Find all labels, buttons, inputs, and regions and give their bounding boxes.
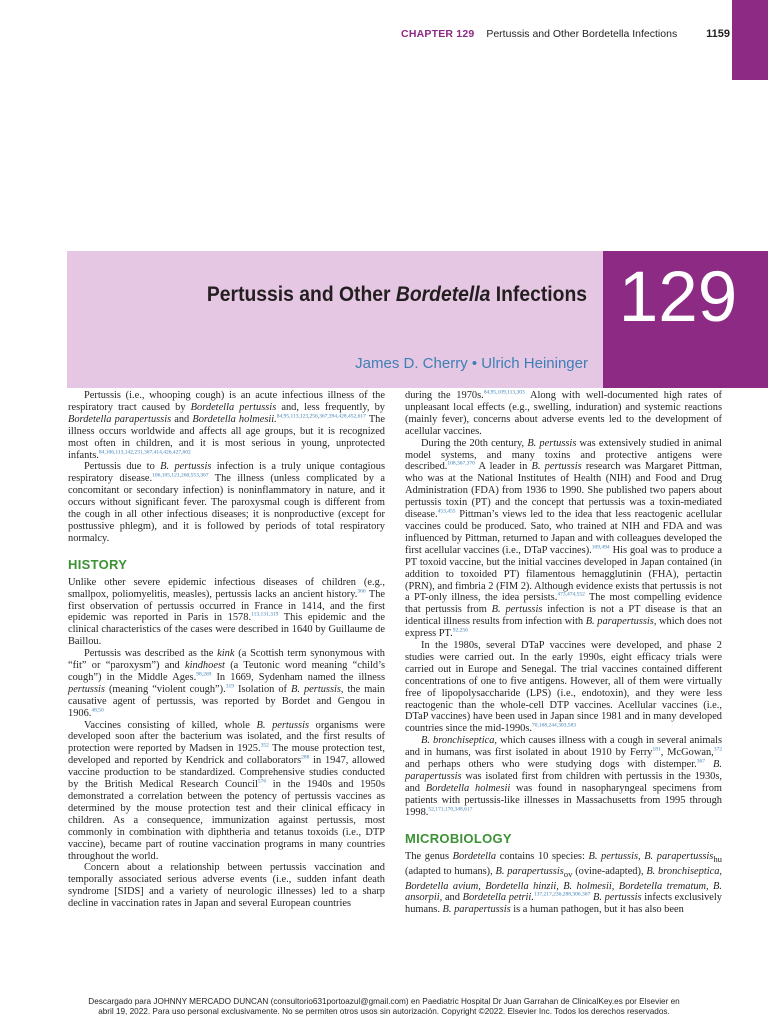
history-paragraph-1: Unlike other severe epidemic infectious diseases of children (e.g., smallpox, poliomyelitis, measles), pertussis lacks an ancient history.$^{366}$ The first observation of pertussis occurred in France in 1414, and the first epidemic was reported in Paris in 1578.$^{113,131,319}$ This epidemic and the clinical characteristics of the cases were described in 1640 by Guillaume de Baillou. — [68, 576, 385, 648]
citation-ref[interactable]: 352 — [260, 742, 269, 749]
citation-ref[interactable]: 367 — [696, 758, 706, 765]
footer-line-1: Descargado para JOHNNY MERCADO DUNCAN (consultorio631portoazul@gmail.com) en Paediatric Hospital Dr Juan Garrahan de ClinicalKey.es por Elsevier en — [88, 997, 680, 1006]
citation-ref[interactable]: 108,367,370 — [447, 460, 475, 467]
body-column-right — [405, 390, 722, 916]
running-head-chapter: CHAPTER 129 — [401, 28, 475, 40]
citation-ref[interactable]: 576 — [257, 778, 267, 785]
footer-line-2: abril 19, 2022. Para uso personal exclusivamente. No se permiten otros usos sin autorización. Copyright ©2022. Elsevier Inc. Todos los derechos reservados. — [98, 1007, 670, 1016]
citation-ref[interactable]: 372 — [713, 746, 722, 753]
intro-paragraph-1: Pertussis (i.e., whooping cough) is an acute infectious illness of the respiratory tract caused by Bordetella pertussis and, less frequently, by Bordetella parapertussis and Bordetella holmesii.$^{84,95,113,123,256,367,394,428,452,617}$ The illness occurs worldwide and affects all age groups, but it is recognized most often in children, and it is most serious in young, unprotected infants.$^{84,106,113,142,231,367,414,426,427,602}$ — [68, 390, 385, 461]
citation-ref[interactable]: 453,455 — [437, 508, 456, 515]
citation-ref[interactable]: 84,95,113,123,256,367,394,428,452,617 — [276, 413, 366, 420]
intro-paragraph-2: Pertussis due to B. pertussis infection is a truly unique contagious respiratory disease.$^{106,105,121,260,553,367}$ The illness (unless complicated by a concomitant or secondary infection) is noninflammatory in nature, and it occurs without significant fever. The paroxysmal cough is different from the cough in all other infectious diseases; it is nonproductive (except for posttussive phlegm), and it is followed by periods of total respiratory normalcy. — [68, 461, 385, 544]
citation-ref[interactable]: 109,494 — [591, 544, 610, 551]
citation-ref[interactable]: 319 — [225, 683, 234, 690]
section-heading-microbiology: MICROBIOLOGY — [405, 830, 512, 846]
citation-ref[interactable]: 181 — [652, 746, 661, 753]
citation-ref[interactable]: 366 — [357, 588, 366, 595]
history-paragraph-2: Pertussis was described as the kink (a Scottish term synonymous with “fit” or “paroxysm”) and kindhoest (a Teutonic word meaning “child’s cough”) in the Middle Ages.$^{98,269}$ In 1669, Sydenham named the illness pertussis (meaning “violent cough”).$^{319}$ Isolation of B. pertussis, the main causative agent of pertussis, was reported by Bordet and Gengou in 1906.$^{48,50}$ — [68, 648, 386, 719]
history-paragraph-5: during the 1970s.$^{84,95,109,113,303}$ Along with well-documented high rates of unpleasant local effects (e.g., swelling, induration) and systemic reactions (mainly fever), concerns about adverse events led to the development of acellular vaccines. — [405, 389, 722, 437]
history-paragraph-4: Concern about a relationship between pertussis vaccination and temporally associated serious adverse events (i.e., sudden infant death syndrome [SIDS] and a variety of neurologic illnesses) led to a sharp decline in vaccination rates in Japan and several European countries — [68, 862, 385, 910]
citation-ref[interactable]: 92,256 — [452, 627, 468, 634]
microbiology-paragraph-1: The genus Bordetella contains 10 species: B. pertussis, B. parapertussis$_{hu}$ (adapted to humans), B. parapertussis$_{ov}$ (ovine-adapted), B. bronchiseptica, Bordetella avium, Bordetella hinzii, B. holmesii, Bordetella trematum, B. ansorpii, and Bordetella petrii.$^{137,217,236,288,306,367}$ B. pertussis infects exclusively humans. B. parapertussis is a human pathogen, but it has also been — [405, 850, 722, 916]
history-paragraph-3: Vaccines consisting of killed, whole B. pertussis organisms were developed soon after the bacterium was isolated, and the first results of protection were reported by Madsen in 1925.$^{352}$ The mouse protection test, developed and reported by Kendrick and collaborators$^{288}$ in 1947, allowed vaccine production to be standardized. Comprehensive studies conducted by the British Medical Research Council$^{576}$ in the 1940s and 1950s demonstrated a correlation between the potency of pertussis vaccines as determined by the mouse protection test and their clinical efficacy in children. As a consequence, immunization against pertussis, most commonly in combination with diphtheria and tetanus toxoids (i.e., DTP vaccine), became part of routine vaccination programs in many countries throughout the world. — [68, 719, 386, 862]
download-notice-footer — [60, 997, 708, 1017]
history-paragraph-6: During the 20th century, B. pertussis was extensively studied in animal model systems, and many toxins and protective antigens were described.$^{108,367,370}$ A leader in B. pertussis research was Margaret Pittman, who was at the National Institutes of Health (NIH) and Food and Drug Administration (FDA) from 1936 to 1990. She published two papers about pertussis toxin (PT) and the concept that pertussis was a toxin-mediated disease.$^{453,455}$ Pittman’s views led to the idea that less reactogenic acellular vaccines could be produced. Sato, who trained at NIH and FDA and was influenced by Pittman, returned to Japan and with colleagues developed the first acellular vaccines (i.e., DTaP vaccines).$^{109,494}$ His goal was to produce a PT toxoid vaccine, but the initial vaccines developed in Japan contained (in addition to toxoided PT) filamentous hemagglutinin (FHA), pertactin (PRN), and fimbria 2 (FIM 2). Although evidence exists that pertussis is not a PT-only illness, the idea persists.$^{473,474,552}$ The most compelling evidence that pertussis from B. pertussis infection is not a PT disease is that an identical illness results from infection with B. parapertussis, which does not express PT.$^{92,256}$ — [405, 437, 723, 640]
chapter-thumb-tab — [732, 0, 768, 80]
citation-ref[interactable]: 84,95,109,113,303 — [483, 389, 525, 396]
citation-ref[interactable]: 70,168,244,303,583 — [531, 722, 576, 729]
citation-ref[interactable]: 48,50 — [91, 707, 104, 714]
citation-ref[interactable]: 98,269 — [196, 671, 212, 678]
chapter-authors: James D. Cherry • Ulrich Heininger — [355, 355, 588, 372]
running-head — [0, 28, 730, 44]
citation-ref[interactable]: 288 — [301, 754, 310, 761]
chapter-title: Pertussis and Other Bordetella Infections — [206, 283, 587, 306]
section-heading-history: HISTORY — [68, 556, 128, 572]
running-head-title: Pertussis and Other Bordetella Infections — [486, 28, 678, 40]
body-column-left — [68, 390, 385, 910]
citation-ref[interactable]: 473,474,552 — [557, 591, 585, 598]
citation-ref[interactable]: 137,217,236,288,306,367 — [533, 891, 591, 898]
page-number: 1159 — [706, 28, 730, 40]
citation-ref[interactable]: 106,105,121,260,553,367 — [152, 472, 209, 479]
history-paragraph-8: B. bronchiseptica, which causes illness with a cough in several animals and in humans, was first isolated in about 1910 by Ferry$^{181}$, McGowan,$^{372}$ and perhaps others who were studying dogs with distemper.$^{367}$ B. parapertussis was isolated first from children with pertussis in the 1930s, and Bordetella holmesii was found in nasopharyngeal specimens from patients with pertussis-like illnesses in Massachusetts from 1995 through 1998.$^{52,171,170,348,617}$ — [405, 735, 722, 818]
citation-ref[interactable]: 84,106,113,142,231,367,414,426,427,602 — [98, 449, 191, 456]
chapter-number: 129 — [618, 258, 738, 337]
citation-ref[interactable]: 113,131,319 — [251, 611, 279, 618]
history-paragraph-7: In the 1980s, several DTaP vaccines were developed, and phase 2 studies were carried out. In the early 1990s, eight efficacy trials were carried out in Europe and Senegal. The trial vaccines contained different concentrations of one to five antigens. However, all of them were virtually free of lipopolysaccharide (LPS) (i.e., endotoxin), and they were less reactogenic than the whole-cell DTP vaccines. Acellular vaccines (i.e., DTaP vaccines) have been used in Japan since 1981 and in many developed countries since the mid-1990s.$^{70,168,244,303,583}$ — [405, 640, 722, 735]
citation-ref[interactable]: 52,171,170,348,617 — [428, 806, 473, 813]
